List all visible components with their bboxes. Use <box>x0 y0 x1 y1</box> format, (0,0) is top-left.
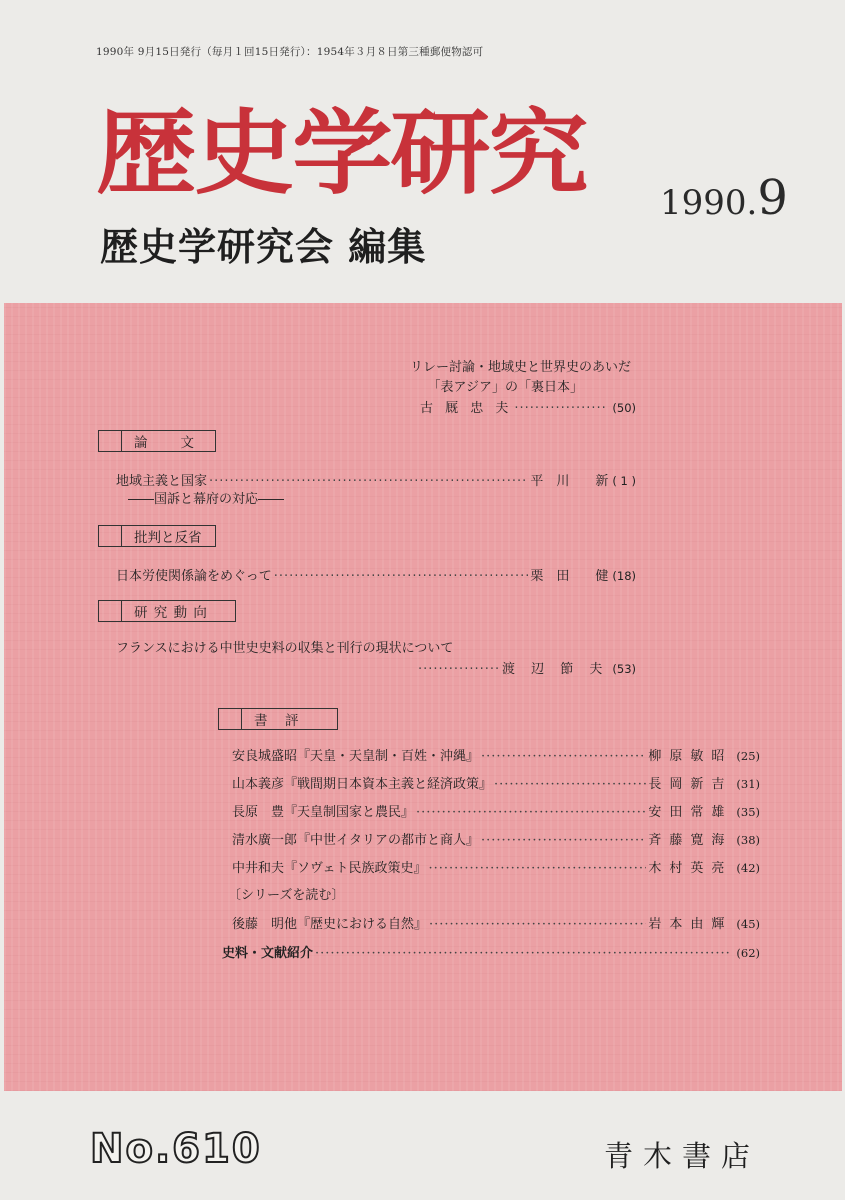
editor-line: 歴史学研究会 編集 <box>100 224 427 269</box>
hihan-author: 栗 田 健 <box>530 569 609 584</box>
issue-date <box>660 170 788 226</box>
review-row <box>232 801 760 820</box>
review-row <box>232 773 760 792</box>
series-title: 後藤 明他『歴史における自然』 <box>232 917 428 932</box>
review-title: 長原 豊『天皇制国家と農民』 <box>232 805 415 820</box>
review-author: 長岡新吉 <box>648 777 733 792</box>
hihan-title: 日本労使関係論をめぐって <box>116 569 272 584</box>
review-row <box>232 829 760 848</box>
leader-dots <box>494 777 646 792</box>
leader-dots <box>429 917 646 932</box>
relay-title: リレー討論・地域史と世界史のあいだ <box>409 360 631 375</box>
leader-dots <box>481 749 646 764</box>
review-author: 斉藤寛海 <box>648 833 733 848</box>
section-kenkyu <box>98 600 236 622</box>
review-title: 安良城盛昭『天皇・天皇制・百姓・沖縄』 <box>232 749 480 764</box>
kenkyu-author-row <box>416 658 636 677</box>
review-row <box>232 857 760 876</box>
section-ronbun <box>98 430 216 452</box>
ronbun-title: 地域主義と国家 <box>116 474 208 489</box>
publisher: 青木書店 <box>604 1139 761 1173</box>
relay-author-row <box>420 397 636 416</box>
ronbun-subtitle: ――国訴と幕府の対応―― <box>128 492 285 507</box>
issue-year: 1990. <box>660 183 758 223</box>
section-hihan-label: 批判と反省 <box>134 530 202 546</box>
section-ronbun-label: 論 文 <box>134 435 196 451</box>
section-review <box>218 708 338 730</box>
series-page: (45) <box>736 917 760 931</box>
leader-dots <box>481 833 646 848</box>
hihan-page: (18) <box>612 569 636 583</box>
review-page: (31) <box>736 777 760 791</box>
leader-dots <box>274 569 529 584</box>
ronbun-row <box>116 470 636 489</box>
relay-subtitle: 「表アジア」の「裏日本」 <box>427 380 583 395</box>
review-title: 山本義彦『戦間期日本資本主義と経済政策』 <box>232 777 493 792</box>
shiryo-page: (62) <box>736 946 760 960</box>
ronbun-page: ( 1 ) <box>612 474 636 488</box>
issue-month: 9 <box>757 170 788 226</box>
kenkyu-author: 渡 辺 節 夫 <box>501 662 609 677</box>
journal-title: 歴史学研究 <box>96 100 587 207</box>
leader-dots <box>315 946 730 961</box>
issue-number: No.610 <box>90 1126 262 1172</box>
review-page: (35) <box>736 805 760 819</box>
relay-author: 古 厩 忠 夫 <box>420 401 513 416</box>
leader-dots <box>416 805 646 820</box>
section-hihan <box>98 525 216 547</box>
shiryo-title: 史料・文献紹介 <box>222 946 314 961</box>
series-label: 〔シリーズを読む〕 <box>228 888 345 903</box>
ronbun-author: 平 川 新 <box>530 474 609 489</box>
shiryo-row <box>222 942 760 961</box>
series-row <box>232 913 760 932</box>
series-author: 岩本由輝 <box>648 917 733 932</box>
hihan-row <box>116 565 636 584</box>
review-author: 安田常雄 <box>648 805 733 820</box>
publication-note: 1990年 9月15日発行（毎月１回15日発行）：1954年３月８日第三種郵便物認可 <box>96 46 484 58</box>
review-author: 木村英亮 <box>648 861 733 876</box>
leader-dots <box>514 401 606 416</box>
section-kenkyu-label: 研 究 動 向 <box>134 605 208 621</box>
review-page: (25) <box>736 749 760 763</box>
kenkyu-page: (53) <box>612 662 636 676</box>
leader-dots <box>418 662 500 677</box>
review-title: 中井和夫『ソヴェト民族政策史』 <box>232 861 427 876</box>
section-review-label: 書 評 <box>254 713 301 729</box>
relay-page: (50) <box>612 401 636 415</box>
review-page: (38) <box>736 833 760 847</box>
leader-dots <box>209 474 528 489</box>
review-page: (42) <box>736 861 760 875</box>
kenkyu-title: フランスにおける中世史史料の収集と刊行の現状について <box>116 641 454 656</box>
contents-panel <box>4 303 842 1091</box>
review-author: 柳原敏昭 <box>648 749 733 764</box>
review-title: 清水廣一郎『中世イタリアの都市と商人』 <box>232 833 480 848</box>
review-row <box>232 745 760 764</box>
leader-dots <box>428 861 646 876</box>
